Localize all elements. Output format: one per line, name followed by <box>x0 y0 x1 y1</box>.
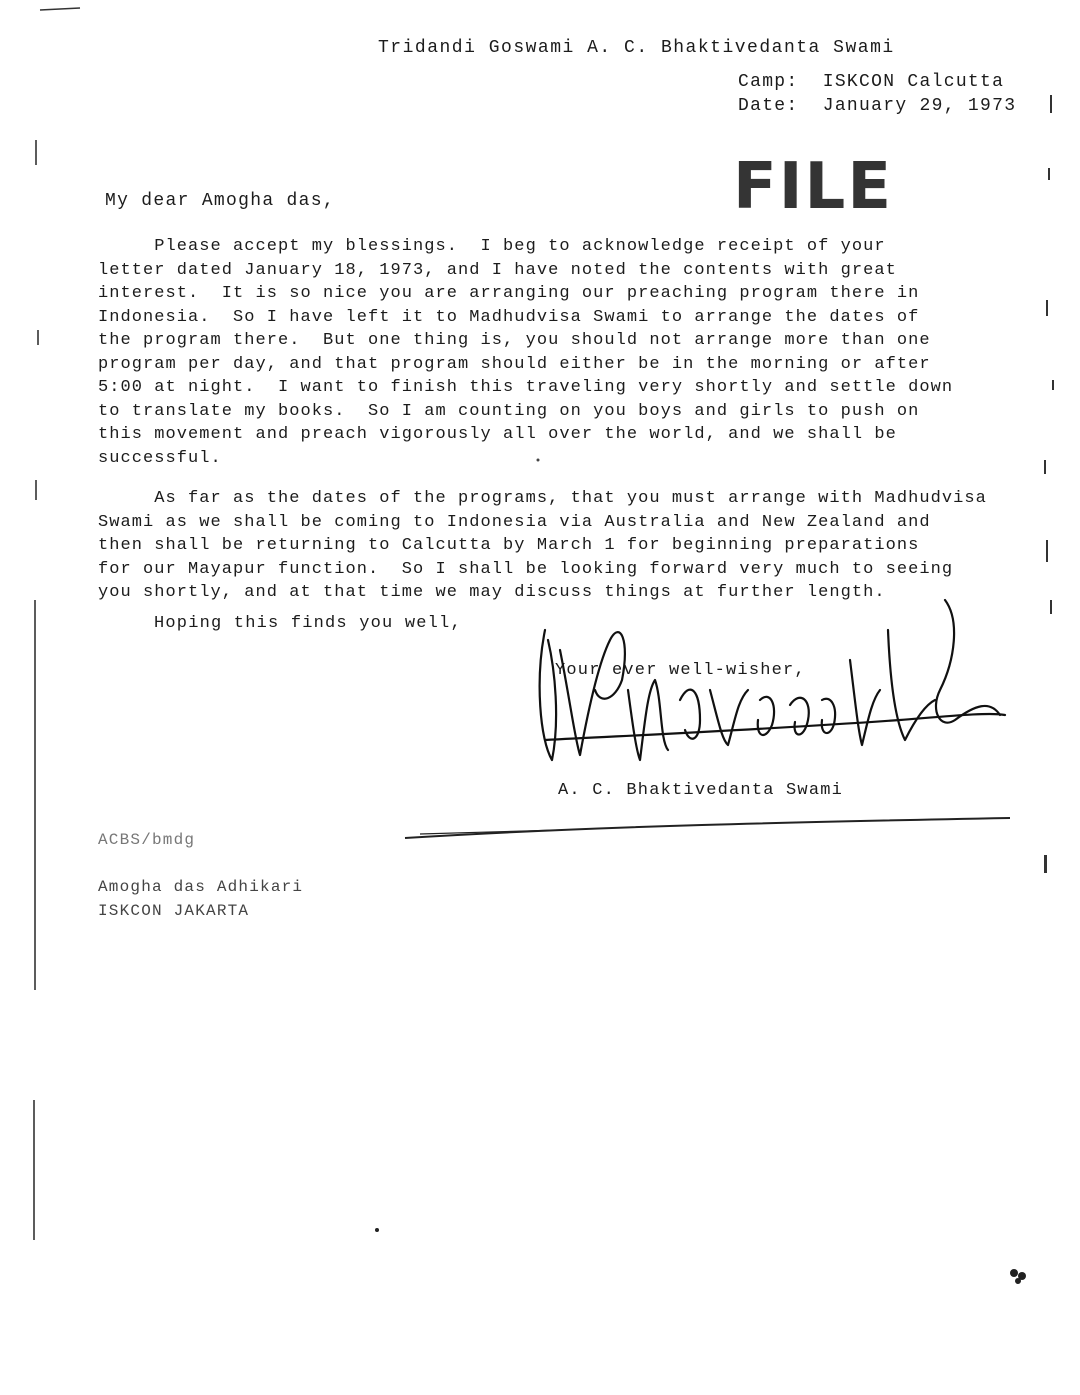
valediction: Your ever well-wisher, <box>555 661 806 680</box>
recipient-name: Amogha das Adhikari <box>98 878 304 896</box>
left-margin-marks <box>34 8 80 1240</box>
reference-initials: ACBS/bmdg <box>98 831 196 849</box>
closing-line: Hoping this finds you well, <box>154 614 462 633</box>
body-paragraph-2: As far as the dates of the programs, that you must arrange with Madhudvisa Swami as we shall be coming to Indonesia via Australia and New Zealand and then shall be returning to Calcutta by March 1 for beginning preparations for our Mayapur function. So I shall be looking forward very much to seeing you shortly, and at that time we may discuss things at further length. <box>98 489 987 602</box>
corner-mark <box>1010 1269 1026 1284</box>
recipient-location: ISKCON JAKARTA <box>98 902 250 920</box>
signature-underline <box>405 818 1010 838</box>
handwritten-signature <box>540 600 1005 760</box>
right-margin-marks <box>1044 95 1054 873</box>
letterhead-camp: Camp: ISKCON Calcutta <box>738 72 1005 92</box>
body-paragraph-1: Please accept my blessings. I beg to acknowledge receipt of your letter dated January 18, 1973, and I have noted the contents with great interest. It is so nice you are arranging our preaching program there in Indonesia. So I have left it to Madhudvisa Swami to arrange the dates of the program there. But one thing is, you should not arrange more than one program per day, and that program should either be in the morning or after 5:00 at night. I want to finish this traveling very shortly and settle down to translate my books. So I am counting on you boys and girls to push on this movement and preach vigorously all over the world, and we shall be successful. <box>98 237 954 468</box>
letterhead-date: Date: January 29, 1973 <box>738 96 1017 116</box>
signatory-name: A. C. Bhaktivedanta Swami <box>558 781 844 800</box>
salutation: My dear Amogha das, <box>105 191 335 211</box>
letterhead-title: Tridandi Goswami A. C. Bhaktivedanta Swami <box>378 38 895 58</box>
file-stamp: FILE <box>733 150 894 224</box>
